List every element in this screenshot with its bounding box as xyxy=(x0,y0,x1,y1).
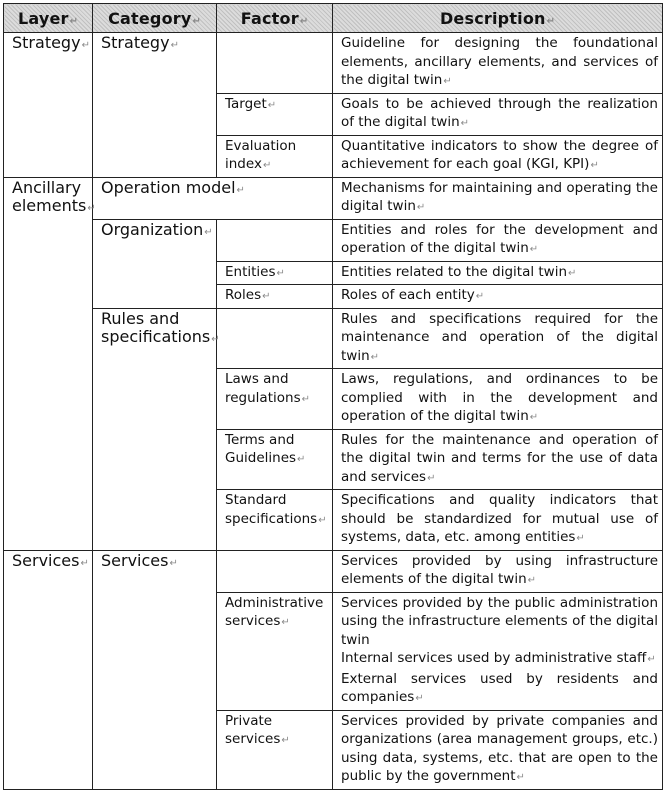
table-row xyxy=(4,33,663,94)
header-layer: Layer↵ xyxy=(4,4,93,33)
category-cell-services: Services↵ xyxy=(93,550,217,789)
category-cell-rules-and-specifications: Rules and specifications↵ xyxy=(93,308,217,550)
table-row xyxy=(4,308,663,369)
layer-cell-ancillary: Ancillary elements↵ xyxy=(4,177,93,550)
description-cell: Entities and roles for the development and operation of the digital twin↵ xyxy=(333,219,663,261)
description-cell: Services provided by private companies and organizations (area management groups, etc.) using data, systems, etc. that are open to the public by the government↵ xyxy=(333,710,663,789)
factor-cell-standard-specifications: Standard specifications↵ xyxy=(217,490,333,551)
layer-cell-strategy: Strategy↵ xyxy=(4,33,93,178)
factor-cell-empty xyxy=(217,550,333,592)
description-cell: Rules and specifications required for the maintenance and operation of the digital twin↵ xyxy=(333,308,663,369)
category-cell-operation-model: Operation model↵ xyxy=(93,177,333,219)
description-cell: Rules for the maintenance and operation of the digital twin and terms for the use of data and services↵ xyxy=(333,429,663,490)
description-cell: Specifications and quality indicators that should be standardized for mutual use of systems, data, etc. among entities↵ xyxy=(333,490,663,551)
category-cell-organization: Organization↵ xyxy=(93,219,217,308)
factor-cell-empty xyxy=(217,219,333,261)
factor-cell-target: Target↵ xyxy=(217,93,333,135)
table-row xyxy=(4,550,663,592)
description-line: Internal services used by administrative staff↵ xyxy=(341,650,656,666)
factor-cell-evaluation-index: Evaluation index↵ xyxy=(217,135,333,177)
factor-cell-private-services: Private services↵ xyxy=(217,710,333,789)
category-cell-strategy: Strategy↵ xyxy=(93,33,217,178)
header-description: Description↵ xyxy=(333,4,663,33)
description-cell: Laws, regulations, and ordinances to be complied with in the development and operation of the digital twin↵ xyxy=(333,369,663,430)
header-category: Category↵ xyxy=(93,4,217,33)
description-cell: Roles of each entity↵ xyxy=(333,285,663,309)
table-row xyxy=(4,177,663,219)
description-cell: Entities related to the digital twin↵ xyxy=(333,261,663,285)
digital-twin-framework-table xyxy=(3,3,663,790)
description-cell: Goals to be achieved through the realization of the digital twin↵ xyxy=(333,93,663,135)
description-line: External services used by residents and companies↵ xyxy=(341,670,658,705)
factor-cell-empty xyxy=(217,33,333,94)
description-cell xyxy=(333,592,663,710)
factor-cell-empty xyxy=(217,308,333,369)
description-cell: Quantitative indicators to show the degree of achievement for each goal (KGI, KPI)↵ xyxy=(333,135,663,177)
description-cell: Guideline for designing the foundational elements, ancillary elements, and services of the digital twin↵ xyxy=(333,33,663,94)
description-cell: Services provided by using infrastructure elements of the digital twin↵ xyxy=(333,550,663,592)
factor-cell-roles: Roles↵ xyxy=(217,285,333,309)
factor-cell-terms-and-guidelines: Terms and Guidelines↵ xyxy=(217,429,333,490)
header-factor: Factor↵ xyxy=(217,4,333,33)
factor-cell-laws-and-regulations: Laws and regulations↵ xyxy=(217,369,333,430)
description-cell: Mechanisms for maintaining and operating the digital twin↵ xyxy=(333,177,663,219)
factor-cell-administrative-services: Administrative services↵ xyxy=(217,592,333,710)
layer-cell-services: Services↵ xyxy=(4,550,93,789)
table-row xyxy=(4,219,663,261)
description-line: Services provided by the public administration using the infrastructure elements of the digital twin xyxy=(341,594,658,648)
header-row xyxy=(4,4,663,33)
factor-cell-entities: Entities↵ xyxy=(217,261,333,285)
